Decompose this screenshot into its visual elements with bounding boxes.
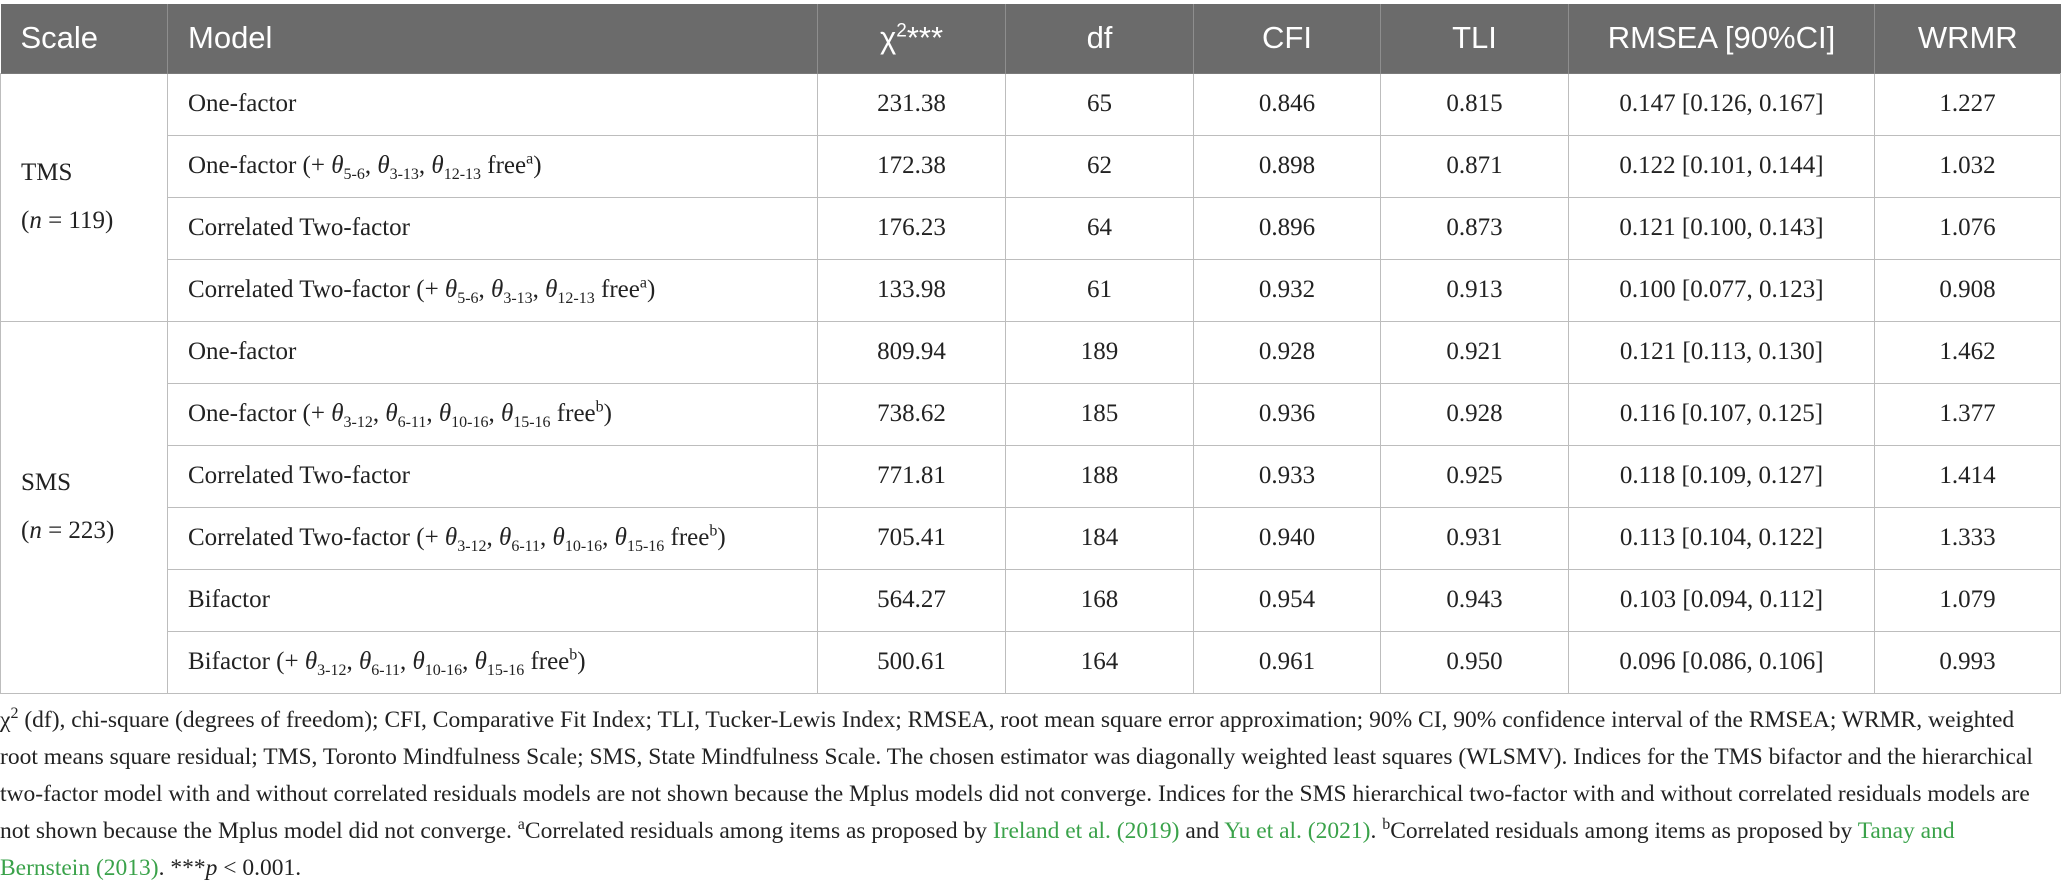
tli-cell: 0.950 (1381, 631, 1569, 693)
col-header-cfi: CFI (1194, 4, 1381, 73)
wrmr-cell: 0.908 (1875, 259, 2061, 321)
model-cell: Bifactor (+ $\theta_{3-12}$, $\theta_{6-11}$, $\theta_{10-16}$, $\theta_{15-16}$ free$^b$) (168, 631, 818, 693)
tli-cell: 0.928 (1381, 383, 1569, 445)
chi-cell: 705.41 (818, 507, 1006, 569)
table-row (1, 507, 2061, 569)
model-cell: One-factor (168, 321, 818, 383)
n-label: n (29, 207, 42, 234)
wrmr-cell: 1.333 (1875, 507, 2061, 569)
model-cell: Correlated Two-factor (168, 445, 818, 507)
col-header-df: df (1006, 4, 1194, 73)
model-cell: One-factor (168, 73, 818, 135)
wrmr-cell: 1.377 (1875, 383, 2061, 445)
chi-cell: 500.61 (818, 631, 1006, 693)
table-row (1, 445, 2061, 507)
table-row (1, 135, 2061, 197)
rmsea-cell: 0.100 [0.077, 0.123] (1569, 259, 1875, 321)
table-footnotes: $\chi^2$ (df), chi-square (degrees of freedom); CFI, Comparative Fit Index; TLI, Tucker-Lewis Index; RMSEA, root mean square error approximation; 90% CI, 90% confidence interval of the RMSEA; WRMR, weighted root means square residual; TMS, Toronto Mindfulness Scale; SMS, State Mindfulness Scale. The chosen estimator was diagonally weighted least squares (WLSMV). Indices for the TMS bifactor and the hierarchical two-factor model with and without correlated residuals models are not shown because the Mplus models did not converge. Indices for the SMS hierarchical two-factor with and without correlated residuals models are not shown because the Mplus model did not converge. $^a$Correlated residuals among items as proposed by Ireland et al. (2019) and Yu et al. (2021). $^b$Correlated residuals among items as proposed by Tanay and Bernstein (2013). ***p < 0.001. (0, 705, 2033, 881)
df-cell: 64 (1006, 197, 1194, 259)
df-cell: 168 (1006, 569, 1194, 631)
tli-cell: 0.873 (1381, 197, 1569, 259)
model-cell: One-factor (+ $\theta_{5-6}$, $\theta_{3-13}$, $\theta_{12-13}$ free$^a$) (168, 135, 818, 197)
wrmr-cell: 1.032 (1875, 135, 2061, 197)
table-row (1, 631, 2061, 693)
n-label: n (29, 517, 42, 544)
wrmr-cell: 1.079 (1875, 569, 2061, 631)
chi-cell: 133.98 (818, 259, 1006, 321)
wrmr-cell: 1.227 (1875, 73, 2061, 135)
chi-cell: 231.38 (818, 73, 1006, 135)
wrmr-cell: 1.076 (1875, 197, 2061, 259)
col-header-scale: Scale (1, 4, 168, 73)
cfi-cell: 0.928 (1194, 321, 1381, 383)
chi-cell: 564.27 (818, 569, 1006, 631)
df-cell: 189 (1006, 321, 1194, 383)
df-cell: 62 (1006, 135, 1194, 197)
wrmr-cell: 0.993 (1875, 631, 2061, 693)
rmsea-cell: 0.121 [0.100, 0.143] (1569, 197, 1875, 259)
scale-name: TMS (21, 159, 73, 186)
tli-cell: 0.931 (1381, 507, 1569, 569)
tli-cell: 0.943 (1381, 569, 1569, 631)
cfi-cell: 0.954 (1194, 569, 1381, 631)
table-row (1, 259, 2061, 321)
col-header-wrmr: WRMR (1875, 4, 2061, 73)
wrmr-cell: 1.414 (1875, 445, 2061, 507)
rmsea-cell: 0.116 [0.107, 0.125] (1569, 383, 1875, 445)
model-cell: Correlated Two-factor (168, 197, 818, 259)
rmsea-cell: 0.121 [0.113, 0.130] (1569, 321, 1875, 383)
df-cell: 185 (1006, 383, 1194, 445)
rmsea-cell: 0.096 [0.086, 0.106] (1569, 631, 1875, 693)
scale-cell-sms: SMS (n = 223) (1, 321, 168, 693)
cfi-cell: 0.936 (1194, 383, 1381, 445)
fit-indices-table (0, 4, 2061, 694)
tli-cell: 0.815 (1381, 73, 1569, 135)
tli-cell: 0.913 (1381, 259, 1569, 321)
df-cell: 188 (1006, 445, 1194, 507)
rmsea-cell: 0.122 [0.101, 0.144] (1569, 135, 1875, 197)
col-header-rmsea: RMSEA [90%CI] (1569, 4, 1875, 73)
col-header-chi-square: $\chi^2***$ (818, 4, 1006, 73)
table-row (1, 197, 2061, 259)
table-row (1, 569, 2061, 631)
citation-link-yu[interactable]: Yu et al. (2021) (1224, 818, 1371, 844)
table-row (1, 383, 2061, 445)
model-cell: Correlated Two-factor (+ $\theta_{5-6}$, $\theta_{3-13}$, $\theta_{12-13}$ free$^a$) (168, 259, 818, 321)
cfi-cell: 0.898 (1194, 135, 1381, 197)
cfi-cell: 0.961 (1194, 631, 1381, 693)
n-value: = 119 (41, 207, 105, 234)
cfi-cell: 0.846 (1194, 73, 1381, 135)
citation-link-tanay[interactable]: Tanay and Bernstein (2013) (0, 818, 1955, 881)
cfi-cell: 0.932 (1194, 259, 1381, 321)
chi-cell: 172.38 (818, 135, 1006, 197)
df-cell: 164 (1006, 631, 1194, 693)
col-header-tli: TLI (1381, 4, 1569, 73)
model-cell: Bifactor (168, 569, 818, 631)
tli-cell: 0.921 (1381, 321, 1569, 383)
cfi-cell: 0.933 (1194, 445, 1381, 507)
model-cell: Correlated Two-factor (+ $\theta_{3-12}$, $\theta_{6-11}$, $\theta_{10-16}$, $\theta_{15-16}$ free$^b$) (168, 507, 818, 569)
tli-cell: 0.925 (1381, 445, 1569, 507)
cfi-cell: 0.896 (1194, 197, 1381, 259)
tli-cell: 0.871 (1381, 135, 1569, 197)
citation-link-ireland[interactable]: Ireland et al. (2019) (992, 818, 1180, 844)
rmsea-cell: 0.113 [0.104, 0.122] (1569, 507, 1875, 569)
wrmr-cell: 1.462 (1875, 321, 2061, 383)
chi-cell: 771.81 (818, 445, 1006, 507)
scale-name: SMS (21, 469, 72, 496)
df-cell: 65 (1006, 73, 1194, 135)
rmsea-cell: 0.147 [0.126, 0.167] (1569, 73, 1875, 135)
n-value: = 223 (41, 517, 106, 544)
col-header-model: Model (168, 4, 818, 73)
table-row (1, 73, 2061, 135)
chi-cell: 809.94 (818, 321, 1006, 383)
chi-cell: 176.23 (818, 197, 1006, 259)
table-row (1, 321, 2061, 383)
df-cell: 61 (1006, 259, 1194, 321)
rmsea-cell: 0.118 [0.109, 0.127] (1569, 445, 1875, 507)
cfi-cell: 0.940 (1194, 507, 1381, 569)
chi-cell: 738.62 (818, 383, 1006, 445)
rmsea-cell: 0.103 [0.094, 0.112] (1569, 569, 1875, 631)
df-cell: 184 (1006, 507, 1194, 569)
model-cell: One-factor (+ $\theta_{3-12}$, $\theta_{6-11}$, $\theta_{10-16}$, $\theta_{15-16}$ free$^b$) (168, 383, 818, 445)
header-row (1, 4, 2061, 73)
scale-cell-tms: TMS (n = 119) (1, 73, 168, 321)
